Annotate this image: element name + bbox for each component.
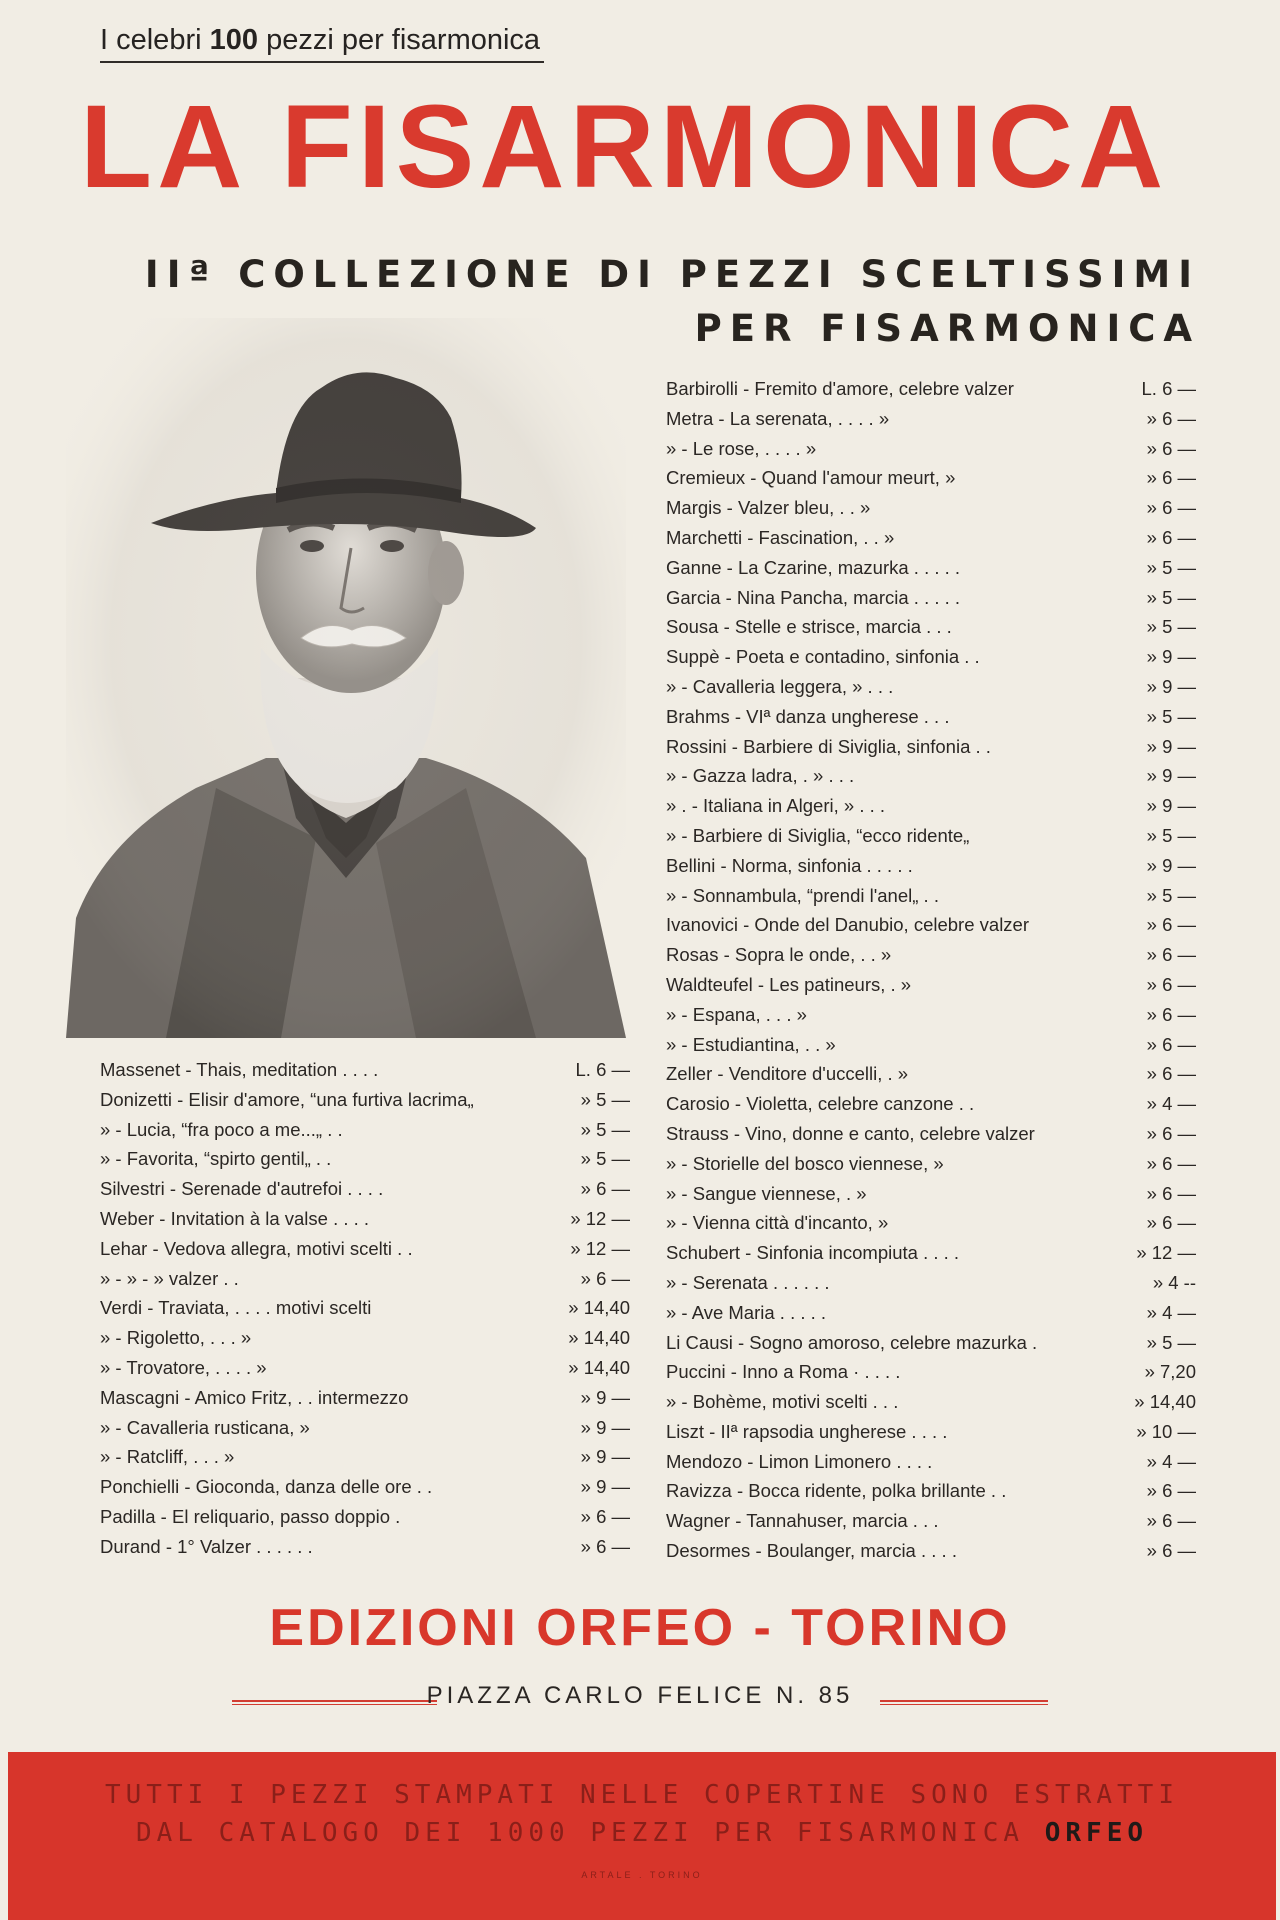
catalog-entry [666,463,1196,493]
entry-price: » 5 — [1146,586,1196,608]
entry-title: » - Storielle del bosco viennese, » [666,1152,944,1174]
entry-title: Rosas - Sopra le onde, . . » [666,944,892,966]
entry-title: Silvestri - Serenade d'autrefoi . . . . [100,1178,384,1200]
footer-band [8,1752,1276,1920]
catalog-entry [666,1417,1196,1447]
entry-price: » 14,40 [568,1297,630,1319]
entry-price: » 4 — [1146,1093,1196,1115]
catalog-entry [666,1387,1196,1417]
entry-price: » 9 — [1146,795,1196,817]
entry-title: Strauss - Vino, donne e canto, celebre valzer [666,1122,1035,1144]
catalog-entry [100,1502,630,1532]
entry-price: » 6 — [1146,973,1196,995]
catalog-entry [666,761,1196,791]
caption-pre: I celebri [100,24,202,56]
entry-price: » 6 — [1146,914,1196,936]
entry-title: Sousa - Stelle e strisce, marcia . . . [666,616,952,638]
entry-title: » - Favorita, “spirto gentil„ . . [100,1148,332,1170]
entry-price: » 6 — [1146,1122,1196,1144]
entry-title: Desormes - Boulanger, marcia . . . . [666,1540,957,1562]
catalog-entry [666,940,1196,970]
entry-price: » 6 — [1146,526,1196,548]
entry-title: Li Causi - Sogno amoroso, celebre mazurka . [666,1331,1038,1353]
catalog-entry [666,791,1196,821]
entry-price: » 4 — [1146,1301,1196,1323]
catalog-entry [666,732,1196,762]
entry-price: » 6 — [1146,437,1196,459]
catalog-entry [666,1119,1196,1149]
catalog-entry [666,910,1196,940]
entry-title: Massenet - Thais, meditation . . . . [100,1059,379,1080]
catalog-entry [100,1442,630,1472]
caption-post: pezzi per fisarmonica [266,24,541,56]
catalog-entry [666,374,1196,404]
entry-price: » 14,40 [568,1356,630,1378]
entry-price: » 9 — [1146,675,1196,697]
entry-price: » 12 — [570,1207,630,1229]
catalog-entry [666,642,1196,672]
catalog-entry [666,851,1196,881]
entry-price: » 6 — [1146,1480,1196,1502]
printer-credit: ARTALE . TORINO [581,1870,703,1880]
entry-title: Margis - Valzer bleu, . . » [666,497,871,519]
catalog-entry [666,583,1196,613]
catalog-entry [100,1413,630,1443]
entry-price: » 5 — [580,1148,630,1170]
entry-price: » 5 — [1146,705,1196,727]
catalog-entry [666,1506,1196,1536]
entry-price: » 5 — [1146,616,1196,638]
catalog-entry [666,553,1196,583]
entry-price: » 9 — [1146,646,1196,668]
catalog-entry [100,1264,630,1294]
entry-price: » 6 — [1146,467,1196,489]
publisher-name: EDIZIONI ORFEO - TORINO [269,1599,1011,1657]
entry-price: » 9 — [1146,854,1196,876]
footer-brand: ORFEO [1044,1818,1149,1848]
entry-price: » 10 — [1136,1420,1196,1442]
entry-title: » - Ave Maria . . . . . [666,1301,827,1323]
entry-price: » 5 — [1146,556,1196,578]
catalog-entry [666,1357,1196,1387]
entry-price: » 12 — [570,1237,630,1259]
entry-price: » 6 — [1146,1033,1196,1055]
catalog-entry [666,1208,1196,1238]
entry-title: » - » - » valzer . . [100,1267,239,1289]
entry-price: » 6 — [1146,1063,1196,1085]
catalog-entry [100,1144,630,1174]
catalog-list-left [100,1055,630,1562]
entry-title: » - Cavalleria leggera, » . . . [666,675,894,697]
entry-price: » 5 — [1146,824,1196,846]
entry-title: Ponchielli - Gioconda, danza delle ore . . [100,1476,433,1498]
footer-line-1: TUTTI I PEZZI STAMPATI NELLE COPERTINE SONO ESTRATTI [105,1780,1179,1810]
entry-price: » 9 — [580,1386,630,1408]
subtitle-line-2: PER FISARMONICA [694,307,1200,350]
entry-title: Puccini - Inno a Roma · . . . . [666,1361,901,1383]
entry-title: Metra - La serenata, . . . . » [666,407,890,429]
catalog-entry [100,1085,630,1115]
caption-number: 100 [209,24,258,56]
entry-title: » - Serenata . . . . . . [666,1271,830,1293]
catalog-entry [666,821,1196,851]
entry-price: » 12 — [1136,1242,1196,1264]
entry-title: Donizetti - Elisir d'amore, “una furtiva lacrima„ [100,1088,474,1110]
subtitle-line-1: IIª COLLEZIONE DI PEZZI SCELTISSIMI [144,253,1200,296]
address-line [232,1682,1048,1722]
catalog-entry [100,1174,630,1204]
top-caption [100,24,544,63]
entry-price: » 6 — [1146,497,1196,519]
catalog-entry [666,1030,1196,1060]
entry-title: Brahms - VIª danza ungherese . . . [666,705,950,727]
entry-price: L. 6 — [1141,378,1196,399]
catalog-entry [666,1268,1196,1298]
entry-title: » - Cavalleria rusticana, » [100,1416,310,1438]
catalog-entry [100,1532,630,1562]
entry-price: » 6 — [580,1505,630,1527]
catalog-entry [666,970,1196,1000]
entry-price: » 4 — [1146,1450,1196,1472]
entry-title: » - Sangue viennese, . » [666,1182,867,1204]
entry-title: Zeller - Venditore d'uccelli, . » [666,1063,909,1085]
entry-price: » 9 — [580,1416,630,1438]
entry-title: Cremieux - Quand l'amour meurt, » [666,467,956,489]
entry-title: Marchetti - Fascination, . . » [666,526,895,548]
catalog-entry [100,1234,630,1264]
entry-price: » 6 — [580,1267,630,1289]
entry-price: » 4 -- [1152,1271,1196,1293]
catalog-entry [100,1472,630,1502]
entry-price: » 7,20 [1144,1361,1196,1383]
catalog-entry [666,881,1196,911]
address-rule-right [880,1700,1048,1705]
main-title: LA FISARMONICA [80,81,1169,213]
entry-price: » 5 — [580,1118,630,1140]
footer-line-2 [8,1818,1276,1848]
catalog-entry [666,1238,1196,1268]
entry-title: » - Trovatore, . . . . » [100,1356,267,1378]
entry-title: Verdi - Traviata, . . . . motivi scelti [100,1297,372,1319]
entry-price: » 6 — [1146,1540,1196,1562]
entry-price: » 9 — [1146,765,1196,787]
entry-title: Mendozo - Limon Limonero . . . . [666,1450,933,1472]
entry-title: Suppè - Poeta e contadino, sinfonia . . [666,646,980,668]
entry-title: Weber - Invitation à la valse . . . . [100,1207,370,1229]
composer-portrait [66,318,626,1038]
entry-title: Padilla - El reliquario, passo doppio . [100,1505,401,1527]
entry-title: Lehar - Vedova allegra, motivi scelti . . [100,1237,413,1259]
entry-price: » 6 — [580,1178,630,1200]
catalog-entry [666,1000,1196,1030]
entry-price: » 9 — [1146,735,1196,757]
catalog-entry [666,1089,1196,1119]
entry-title: » - Espana, . . . » [666,1003,807,1025]
entry-title: Ganne - La Czarine, mazurka . . . . . [666,556,961,578]
entry-price: » 5 — [580,1088,630,1110]
catalog-entry [666,404,1196,434]
catalog-entry [666,672,1196,702]
entry-price: » 6 — [1146,1152,1196,1174]
catalog-entry [100,1353,630,1383]
catalog-entry [666,702,1196,732]
entry-title: » - Gazza ladra, . » . . . [666,765,855,787]
catalog-entry [100,1115,630,1145]
entry-title: Garcia - Nina Pancha, marcia . . . . . [666,586,961,608]
entry-title: » - Sonnambula, “prendi l'anel„ . . [666,884,939,906]
entry-price: » 5 — [1146,1331,1196,1353]
catalog-entry [666,1179,1196,1209]
catalog-list-right [666,374,1196,1566]
entry-price: » 6 — [1146,1003,1196,1025]
entry-title: » - Estudiantina, . . » [666,1033,836,1055]
entry-title: » - Le rose, . . . . » [666,437,817,459]
catalog-entry [666,1328,1196,1358]
catalog-entry [100,1204,630,1234]
catalog-entry [100,1293,630,1323]
catalog-entry [666,493,1196,523]
catalog-entry [666,523,1196,553]
entry-title: Rossini - Barbiere di Siviglia, sinfonia . . [666,735,991,757]
catalog-entry [100,1055,630,1085]
entry-title: Liszt - IIª rapsodia ungherese . . . . [666,1420,948,1442]
entry-title: Durand - 1° Valzer . . . . . . [100,1535,313,1557]
entry-title: » - Rigoletto, . . . » [100,1327,252,1349]
catalog-entry [666,434,1196,464]
entry-price: » 9 — [580,1476,630,1498]
entry-title: Carosio - Violetta, celebre canzone . . [666,1093,975,1115]
entry-title: Barbirolli - Fremito d'amore, celebre valzer [666,378,1014,399]
catalog-entry [666,1447,1196,1477]
catalog-entry [666,1476,1196,1506]
entry-title: Wagner - Tannahuser, marcia . . . [666,1510,939,1532]
catalog-entry [100,1383,630,1413]
entry-title: Waldteufel - Les patineurs, . » [666,973,912,995]
entry-title: » . - Italiana in Algeri, » . . . [666,795,886,817]
entry-price: L. 6 — [575,1059,630,1080]
catalog-entry [666,1536,1196,1566]
entry-price: » 14,40 [1134,1391,1196,1413]
entry-title: Ravizza - Bocca ridente, polka brillante . . [666,1480,1007,1502]
entry-title: Bellini - Norma, sinfonia . . . . . [666,854,913,876]
entry-title: Mascagni - Amico Fritz, . . intermezzo [100,1386,409,1408]
entry-price: » 6 — [580,1535,630,1557]
catalog-entry [666,1298,1196,1328]
entry-title: » - Ratcliff, . . . » [100,1446,235,1468]
catalog-entry [666,612,1196,642]
entry-price: » 6 — [1146,1182,1196,1204]
entry-price: » 14,40 [568,1327,630,1349]
entry-price: » 6 — [1146,407,1196,429]
entry-price: » 5 — [1146,884,1196,906]
entry-title: » - Lucia, “fra poco a me...„ . . [100,1118,343,1140]
entry-title: Schubert - Sinfonia incompiuta . . . . [666,1242,960,1264]
publisher-address: PIAZZA CARLO FELICE N. 85 [426,1682,854,1709]
catalog-entry [100,1323,630,1353]
entry-price: » 9 — [580,1446,630,1468]
entry-title: Ivanovici - Onde del Danubio, celebre valzer [666,914,1029,936]
catalog-entry [666,1149,1196,1179]
entry-title: » - Bohème, motivi scelti . . . [666,1391,899,1413]
entry-title: » - Vienna città d'incanto, » [666,1212,889,1234]
entry-price: » 6 — [1146,1510,1196,1532]
footer-line-2-text: DAL CATALOGO DEI 1000 PEZZI PER FISARMONICA [135,1818,1025,1848]
catalog-entry [666,1059,1196,1089]
entry-price: » 6 — [1146,1212,1196,1234]
entry-price: » 6 — [1146,944,1196,966]
entry-title: » - Barbiere di Siviglia, “ecco ridente„ [666,824,970,846]
